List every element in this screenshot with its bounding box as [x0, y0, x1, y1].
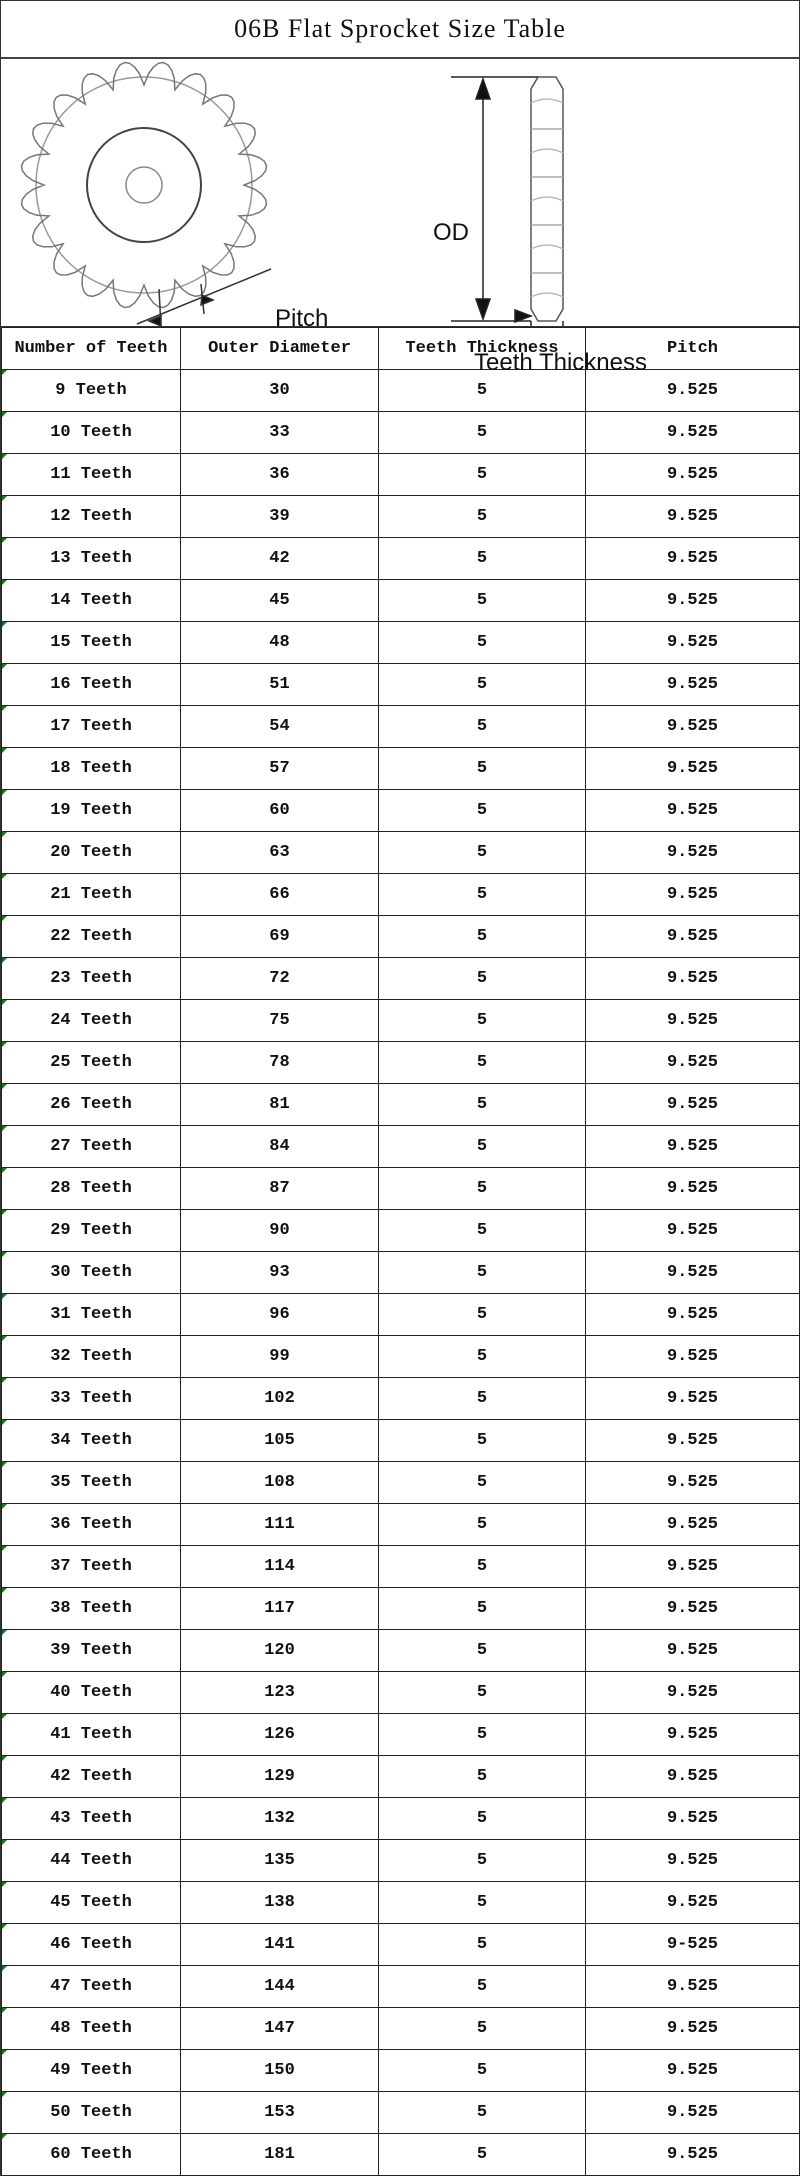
outer-diameter-cell: 129: [181, 1756, 379, 1798]
table-row: [2, 1168, 800, 1210]
outer-diameter-cell: 39: [181, 496, 379, 538]
teeth-count-cell: 18 Teeth: [2, 748, 181, 790]
pitch-cell: 9.525: [586, 538, 800, 580]
table-row: [2, 832, 800, 874]
teeth-thickness-cell: 5: [379, 748, 586, 790]
outer-diameter-cell: 66: [181, 874, 379, 916]
pitch-cell: 9.525: [586, 748, 800, 790]
teeth-count-cell: 31 Teeth: [2, 1294, 181, 1336]
teeth-thickness-cell: 5: [379, 1252, 586, 1294]
teeth-count-cell: 28 Teeth: [2, 1168, 181, 1210]
table-row: [2, 1882, 800, 1924]
teeth-count-cell: 32 Teeth: [2, 1336, 181, 1378]
outer-diameter-cell: 99: [181, 1336, 379, 1378]
table-row: [2, 1336, 800, 1378]
teeth-thickness-cell: 5: [379, 1798, 586, 1840]
pitch-cell: 9.525: [586, 1504, 800, 1546]
teeth-count-cell: 49 Teeth: [2, 2050, 181, 2092]
teeth-count-cell: 13 Teeth: [2, 538, 181, 580]
teeth-thickness-cell: 5: [379, 1126, 586, 1168]
teeth-thickness-cell: 5: [379, 706, 586, 748]
outer-diameter-cell: 30: [181, 370, 379, 412]
table-row: [2, 1672, 800, 1714]
teeth-thickness-cell: 5: [379, 622, 586, 664]
table-row: [2, 622, 800, 664]
table-row: [2, 874, 800, 916]
table-row: [2, 1084, 800, 1126]
teeth-thickness-cell: 5: [379, 1378, 586, 1420]
table-row: [2, 2092, 800, 2134]
outer-diameter-cell: 84: [181, 1126, 379, 1168]
teeth-count-cell: 17 Teeth: [2, 706, 181, 748]
teeth-thickness-cell: 5: [379, 454, 586, 496]
teeth-count-cell: 23 Teeth: [2, 958, 181, 1000]
outer-diameter-cell: 102: [181, 1378, 379, 1420]
pitch-cell: 9.525: [586, 874, 800, 916]
pitch-cell: 9.525: [586, 1252, 800, 1294]
teeth-thickness-cell: 5: [379, 790, 586, 832]
teeth-thickness-cell: 5: [379, 1336, 586, 1378]
pitch-cell: 9.525: [586, 1168, 800, 1210]
table-row: [2, 1798, 800, 1840]
table-row: [2, 1252, 800, 1294]
table-row: [2, 1462, 800, 1504]
teeth-count-cell: 43 Teeth: [2, 1798, 181, 1840]
page-title: 06B Flat Sprocket Size Table: [1, 1, 799, 59]
table-row: [2, 2008, 800, 2050]
table-row: [2, 2050, 800, 2092]
table-row: [2, 790, 800, 832]
teeth-count-cell: 25 Teeth: [2, 1042, 181, 1084]
teeth-count-cell: 19 Teeth: [2, 790, 181, 832]
outer-diameter-cell: 108: [181, 1462, 379, 1504]
teeth-thickness-cell: 5: [379, 1588, 586, 1630]
pitch-cell: 9.525: [586, 1336, 800, 1378]
teeth-thickness-cell: 5: [379, 1924, 586, 1966]
pitch-cell: 9.525: [586, 916, 800, 958]
table-row: [2, 664, 800, 706]
outer-diameter-cell: 72: [181, 958, 379, 1000]
teeth-thickness-cell: 5: [379, 1714, 586, 1756]
outer-diameter-cell: 81: [181, 1084, 379, 1126]
outer-diameter-cell: 132: [181, 1798, 379, 1840]
outer-diameter-cell: 48: [181, 622, 379, 664]
outer-diameter-cell: 42: [181, 538, 379, 580]
table-row: [2, 1000, 800, 1042]
table-row: [2, 496, 800, 538]
pitch-cell: 9.525: [586, 1042, 800, 1084]
pitch-cell: 9.525: [586, 1882, 800, 1924]
pitch-cell: 9.525: [586, 1588, 800, 1630]
pitch-cell: 9.525: [586, 454, 800, 496]
pitch-cell: 9.525: [586, 790, 800, 832]
pitch-cell: 9.525: [586, 1840, 800, 1882]
teeth-thickness-cell: 5: [379, 1882, 586, 1924]
outer-diameter-cell: 123: [181, 1672, 379, 1714]
teeth-count-cell: 10 Teeth: [2, 412, 181, 454]
table-row: [2, 706, 800, 748]
table-row: [2, 538, 800, 580]
pitch-cell: 9.525: [586, 2008, 800, 2050]
header-number-of-teeth: Number of Teeth: [2, 328, 181, 370]
teeth-count-cell: 27 Teeth: [2, 1126, 181, 1168]
table-row: [2, 1504, 800, 1546]
pitch-cell: 9.525: [586, 832, 800, 874]
table-row: [2, 1924, 800, 1966]
teeth-count-cell: 14 Teeth: [2, 580, 181, 622]
sprocket-drawing-icon: [1, 59, 799, 326]
teeth-count-cell: 60 Teeth: [2, 2134, 181, 2176]
outer-diameter-cell: 117: [181, 1588, 379, 1630]
teeth-thickness-cell: 5: [379, 1630, 586, 1672]
teeth-count-cell: 46 Teeth: [2, 1924, 181, 1966]
header-teeth-thickness: Teeth Thickness: [379, 328, 586, 370]
teeth-count-cell: 16 Teeth: [2, 664, 181, 706]
header-outer-diameter: Outer Diameter: [181, 328, 379, 370]
pitch-cell: 9.525: [586, 2134, 800, 2176]
teeth-count-cell: 22 Teeth: [2, 916, 181, 958]
table-row: [2, 454, 800, 496]
teeth-thickness-cell: 5: [379, 1756, 586, 1798]
outer-diameter-cell: 33: [181, 412, 379, 454]
outer-diameter-cell: 181: [181, 2134, 379, 2176]
table-row: [2, 1294, 800, 1336]
teeth-thickness-label: Teeth Thickness: [474, 349, 647, 376]
pitch-cell: 9.525: [586, 1798, 800, 1840]
teeth-thickness-cell: 5: [379, 1462, 586, 1504]
table-row: [2, 370, 800, 412]
teeth-thickness-cell: 5: [379, 2050, 586, 2092]
pitch-cell: 9.525: [586, 1084, 800, 1126]
teeth-thickness-cell: 5: [379, 1504, 586, 1546]
teeth-thickness-cell: 5: [379, 1210, 586, 1252]
pitch-cell: 9.525: [586, 2050, 800, 2092]
table-row: [2, 1042, 800, 1084]
teeth-thickness-cell: 5: [379, 1840, 586, 1882]
teeth-count-cell: 30 Teeth: [2, 1252, 181, 1294]
table-row: [2, 412, 800, 454]
table-row: [2, 580, 800, 622]
outer-diameter-cell: 147: [181, 2008, 379, 2050]
outer-diameter-cell: 51: [181, 664, 379, 706]
table-row: [2, 1126, 800, 1168]
pitch-cell: 9.525: [586, 664, 800, 706]
pitch-cell: 9-525: [586, 1924, 800, 1966]
outer-diameter-cell: 63: [181, 832, 379, 874]
table-row: [2, 958, 800, 1000]
teeth-count-cell: 15 Teeth: [2, 622, 181, 664]
teeth-count-cell: 42 Teeth: [2, 1756, 181, 1798]
table-row: [2, 2134, 800, 2176]
teeth-thickness-cell: 5: [379, 412, 586, 454]
teeth-thickness-cell: 5: [379, 2134, 586, 2176]
teeth-thickness-cell: 5: [379, 1084, 586, 1126]
table-row: [2, 1630, 800, 1672]
outer-diameter-cell: 75: [181, 1000, 379, 1042]
teeth-thickness-cell: 5: [379, 370, 586, 412]
teeth-count-cell: 12 Teeth: [2, 496, 181, 538]
pitch-cell: 9.525: [586, 706, 800, 748]
outer-diameter-cell: 105: [181, 1420, 379, 1462]
teeth-thickness-cell: 5: [379, 1420, 586, 1462]
outer-diameter-cell: 138: [181, 1882, 379, 1924]
pitch-cell: 9.525: [586, 1714, 800, 1756]
outer-diameter-cell: 135: [181, 1840, 379, 1882]
teeth-count-cell: 48 Teeth: [2, 2008, 181, 2050]
table-row: [2, 1210, 800, 1252]
pitch-cell: 9.525: [586, 1294, 800, 1336]
teeth-thickness-cell: 5: [379, 538, 586, 580]
pitch-cell: 9.525: [586, 958, 800, 1000]
pitch-cell: 9.525: [586, 622, 800, 664]
outer-diameter-cell: 54: [181, 706, 379, 748]
teeth-count-cell: 35 Teeth: [2, 1462, 181, 1504]
table-row: [2, 916, 800, 958]
pitch-cell: 9.525: [586, 1630, 800, 1672]
teeth-count-cell: 36 Teeth: [2, 1504, 181, 1546]
teeth-count-cell: 50 Teeth: [2, 2092, 181, 2134]
table-row: [2, 1420, 800, 1462]
table-header-row: [2, 328, 800, 370]
teeth-thickness-cell: 5: [379, 832, 586, 874]
teeth-count-cell: 37 Teeth: [2, 1546, 181, 1588]
teeth-count-cell: 34 Teeth: [2, 1420, 181, 1462]
outer-diameter-cell: 153: [181, 2092, 379, 2134]
teeth-count-cell: 45 Teeth: [2, 1882, 181, 1924]
table-row: [2, 1966, 800, 2008]
outer-diameter-cell: 141: [181, 1924, 379, 1966]
teeth-thickness-cell: 5: [379, 1966, 586, 2008]
outer-diameter-cell: 111: [181, 1504, 379, 1546]
pitch-cell: 9.525: [586, 370, 800, 412]
table-row: [2, 748, 800, 790]
teeth-thickness-cell: 5: [379, 1042, 586, 1084]
teeth-count-cell: 38 Teeth: [2, 1588, 181, 1630]
teeth-thickness-cell: 5: [379, 580, 586, 622]
pitch-cell: 9.525: [586, 1546, 800, 1588]
teeth-thickness-cell: 5: [379, 916, 586, 958]
od-label: OD: [433, 219, 469, 246]
pitch-cell: 9.525: [586, 1210, 800, 1252]
outer-diameter-cell: 120: [181, 1630, 379, 1672]
outer-diameter-cell: 93: [181, 1252, 379, 1294]
outer-diameter-cell: 114: [181, 1546, 379, 1588]
pitch-cell: 9.525: [586, 1966, 800, 2008]
teeth-thickness-cell: 5: [379, 1546, 586, 1588]
table-row: [2, 1840, 800, 1882]
teeth-count-cell: 20 Teeth: [2, 832, 181, 874]
teeth-count-cell: 11 Teeth: [2, 454, 181, 496]
teeth-thickness-cell: 5: [379, 664, 586, 706]
teeth-thickness-cell: 5: [379, 1294, 586, 1336]
outer-diameter-cell: 69: [181, 916, 379, 958]
outer-diameter-cell: 150: [181, 2050, 379, 2092]
teeth-count-cell: 47 Teeth: [2, 1966, 181, 2008]
size-table: [1, 327, 800, 2176]
pitch-cell: 9.525: [586, 1378, 800, 1420]
pitch-label: Pitch: [275, 305, 329, 332]
outer-diameter-cell: 60: [181, 790, 379, 832]
teeth-count-cell: 44 Teeth: [2, 1840, 181, 1882]
teeth-count-cell: 39 Teeth: [2, 1630, 181, 1672]
pitch-cell: 9.525: [586, 2092, 800, 2134]
teeth-count-cell: 40 Teeth: [2, 1672, 181, 1714]
table-row: [2, 1546, 800, 1588]
pitch-cell: 9.525: [586, 1756, 800, 1798]
table-row: [2, 1756, 800, 1798]
teeth-count-cell: 33 Teeth: [2, 1378, 181, 1420]
pitch-cell: 9.525: [586, 580, 800, 622]
outer-diameter-cell: 45: [181, 580, 379, 622]
header-pitch: Pitch: [586, 328, 800, 370]
table-body: [2, 370, 800, 2176]
outer-diameter-cell: 87: [181, 1168, 379, 1210]
teeth-count-cell: 41 Teeth: [2, 1714, 181, 1756]
teeth-thickness-cell: 5: [379, 1168, 586, 1210]
pitch-cell: 9.525: [586, 1000, 800, 1042]
pitch-cell: 9.525: [586, 1420, 800, 1462]
pitch-cell: 9.525: [586, 1672, 800, 1714]
teeth-count-cell: 29 Teeth: [2, 1210, 181, 1252]
outer-diameter-cell: 144: [181, 1966, 379, 2008]
teeth-thickness-cell: 5: [379, 874, 586, 916]
teeth-count-cell: 24 Teeth: [2, 1000, 181, 1042]
teeth-count-cell: 26 Teeth: [2, 1084, 181, 1126]
teeth-thickness-cell: 5: [379, 1000, 586, 1042]
outer-diameter-cell: 90: [181, 1210, 379, 1252]
table-row: [2, 1378, 800, 1420]
teeth-thickness-cell: 5: [379, 2008, 586, 2050]
outer-diameter-cell: 57: [181, 748, 379, 790]
pitch-cell: 9.525: [586, 412, 800, 454]
teeth-thickness-cell: 5: [379, 2092, 586, 2134]
table-row: [2, 1588, 800, 1630]
pitch-cell: 9.525: [586, 1462, 800, 1504]
outer-diameter-cell: 96: [181, 1294, 379, 1336]
table-row: [2, 1714, 800, 1756]
pitch-cell: 9.525: [586, 1126, 800, 1168]
outer-diameter-cell: 36: [181, 454, 379, 496]
teeth-count-cell: 21 Teeth: [2, 874, 181, 916]
teeth-count-cell: 9 Teeth: [2, 370, 181, 412]
outer-diameter-cell: 126: [181, 1714, 379, 1756]
teeth-thickness-cell: 5: [379, 958, 586, 1000]
outer-diameter-cell: 78: [181, 1042, 379, 1084]
pitch-cell: 9.525: [586, 496, 800, 538]
teeth-thickness-cell: 5: [379, 496, 586, 538]
teeth-thickness-cell: 5: [379, 1672, 586, 1714]
